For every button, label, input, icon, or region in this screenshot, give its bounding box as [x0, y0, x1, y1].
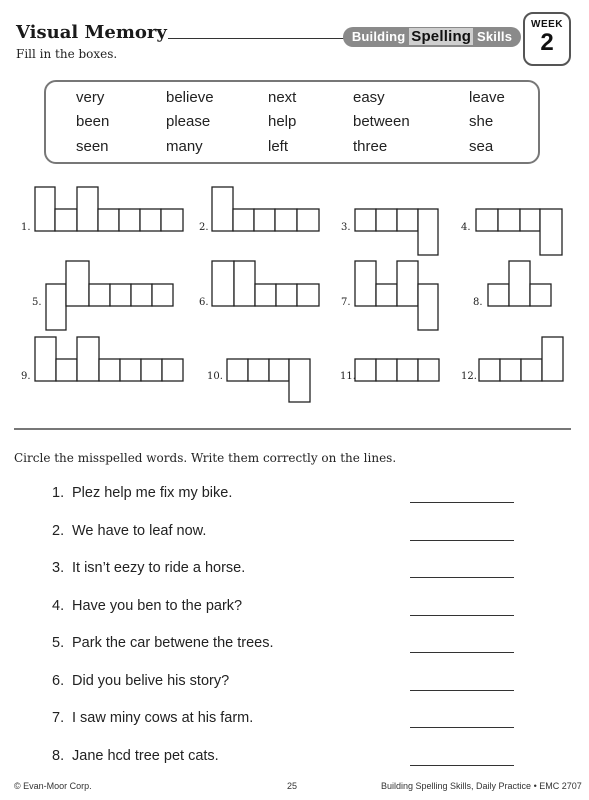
- word-bank-word: next: [268, 89, 297, 106]
- puzzle-label: 9.: [21, 371, 31, 382]
- sentence-text[interactable]: I saw miny cows at his farm.: [72, 710, 254, 726]
- sentence-row: [0, 673, 589, 695]
- letter-box[interactable]: [233, 209, 254, 231]
- letter-box[interactable]: [355, 261, 376, 306]
- letter-box[interactable]: [530, 284, 551, 306]
- letter-box[interactable]: [98, 209, 119, 231]
- footer-page-number: 25: [287, 781, 298, 791]
- answer-line[interactable]: [410, 690, 514, 691]
- letter-box-puzzles: [0, 180, 589, 415]
- sentence-text[interactable]: We have to leaf now.: [72, 523, 207, 539]
- word-bank-word: please: [166, 113, 211, 130]
- letter-box-puzzle-6: [212, 261, 319, 306]
- letter-box-puzzle-4: [476, 209, 562, 255]
- letter-box[interactable]: [275, 209, 297, 231]
- word-bank-word: believe: [166, 89, 214, 106]
- letter-box-puzzle-3: [355, 209, 438, 255]
- puzzle-label: 10.: [207, 371, 223, 382]
- word-bank-word: leave: [469, 89, 505, 106]
- letter-box[interactable]: [161, 209, 183, 231]
- letter-box[interactable]: [297, 284, 319, 306]
- letter-box[interactable]: [66, 261, 89, 306]
- section1-instruction: Fill in the boxes.: [16, 47, 118, 61]
- letter-box-puzzle-5: [46, 261, 173, 330]
- letter-box[interactable]: [498, 209, 520, 231]
- week-label: WEEK: [531, 19, 563, 30]
- puzzle-label: 1.: [21, 222, 31, 233]
- letter-box[interactable]: [120, 359, 141, 381]
- answer-line[interactable]: [410, 727, 514, 728]
- sentence-row: [0, 560, 589, 582]
- letter-box[interactable]: [77, 337, 99, 381]
- letter-box[interactable]: [162, 359, 183, 381]
- letter-box[interactable]: [110, 284, 131, 306]
- letter-box[interactable]: [131, 284, 152, 306]
- sentence-text[interactable]: Have you ben to the park?: [72, 598, 243, 614]
- letter-box-puzzle-2: [212, 187, 319, 231]
- week-badge: [523, 12, 571, 66]
- answer-line[interactable]: [410, 577, 514, 578]
- letter-box[interactable]: [55, 209, 77, 231]
- letter-box[interactable]: [140, 209, 161, 231]
- word-bank-word: very: [76, 89, 105, 106]
- letter-box[interactable]: [376, 359, 397, 381]
- sentence-number: 1.: [52, 485, 65, 501]
- sentence-number: 6.: [52, 673, 65, 689]
- letter-box[interactable]: [227, 359, 248, 381]
- letter-box[interactable]: [500, 359, 521, 381]
- sentence-number: 5.: [52, 635, 65, 651]
- word-bank-word: been: [76, 113, 110, 130]
- letter-box[interactable]: [212, 261, 234, 306]
- word-bank-word: many: [166, 138, 203, 155]
- sentence-number: 7.: [52, 710, 65, 726]
- series-banner: [343, 27, 521, 47]
- letter-box[interactable]: [269, 359, 289, 381]
- letter-box[interactable]: [509, 261, 530, 306]
- letter-box[interactable]: [56, 359, 77, 381]
- letter-box[interactable]: [418, 209, 438, 255]
- letter-box-puzzle-9: [35, 337, 183, 381]
- sentence-row: [0, 523, 589, 545]
- sentence-row: [0, 748, 589, 770]
- letter-box[interactable]: [418, 284, 438, 330]
- letter-box[interactable]: [254, 209, 275, 231]
- letter-box-puzzle-7: [355, 261, 438, 330]
- puzzle-label: 3.: [341, 222, 351, 233]
- footer-book-info: Building Spelling Skills, Daily Practice • EMC 2707: [381, 781, 582, 791]
- letter-box[interactable]: [35, 337, 56, 381]
- puzzle-label: 7.: [341, 297, 351, 308]
- letter-box[interactable]: [542, 337, 563, 381]
- sentence-text[interactable]: Jane hcd tree pet cats.: [72, 748, 219, 764]
- sentence-text[interactable]: Did you belive his story?: [72, 673, 230, 689]
- sentence-number: 3.: [52, 560, 65, 576]
- section2-instruction: Circle the misspelled words. Write them correctly on the lines.: [14, 451, 397, 465]
- puzzle-label: 6.: [199, 297, 209, 308]
- worksheet-title: Visual Memory: [16, 22, 167, 43]
- section-divider: [14, 428, 571, 430]
- word-bank-word: three: [353, 138, 388, 155]
- sentence-row: [0, 710, 589, 732]
- word-bank-word: between: [353, 113, 410, 130]
- word-bank-word: seen: [76, 138, 109, 155]
- letter-box[interactable]: [255, 284, 276, 306]
- word-bank-word: easy: [353, 89, 385, 106]
- sentence-row: [0, 635, 589, 657]
- letter-box[interactable]: [397, 359, 418, 381]
- answer-line[interactable]: [410, 765, 514, 766]
- letter-box[interactable]: [46, 284, 66, 330]
- sentence-text[interactable]: Plez help me fix my bike.: [72, 485, 233, 501]
- letter-box[interactable]: [289, 359, 310, 402]
- answer-line[interactable]: [410, 652, 514, 653]
- letter-box[interactable]: [488, 284, 509, 306]
- letter-box[interactable]: [520, 209, 540, 231]
- letter-box-puzzle-12: [479, 337, 563, 381]
- banner-text-highlight: Spelling: [411, 28, 472, 45]
- letter-box[interactable]: [521, 359, 542, 381]
- footer-copyright: © Evan-Moor Corp.: [14, 781, 92, 791]
- letter-box[interactable]: [276, 284, 297, 306]
- letter-box-puzzle-10: [227, 359, 310, 402]
- word-bank-word: help: [268, 113, 297, 130]
- word-bank-word: sea: [469, 138, 494, 155]
- letter-box[interactable]: [376, 284, 397, 306]
- puzzle-label: 8.: [473, 297, 483, 308]
- title-underline: [168, 38, 348, 39]
- letter-box[interactable]: [248, 359, 269, 381]
- letter-box[interactable]: [152, 284, 173, 306]
- week-number: 2: [540, 29, 554, 56]
- sentence-text[interactable]: It isn’t eezy to ride a horse.: [72, 560, 246, 576]
- letter-box[interactable]: [397, 261, 418, 306]
- letter-box[interactable]: [376, 209, 397, 231]
- letter-box[interactable]: [77, 187, 98, 231]
- answer-line[interactable]: [410, 502, 514, 503]
- puzzle-label: 4.: [461, 222, 471, 233]
- letter-box[interactable]: [212, 187, 233, 231]
- letter-box[interactable]: [234, 261, 255, 306]
- letter-box[interactable]: [89, 284, 110, 306]
- letter-box[interactable]: [355, 209, 376, 231]
- sentence-number: 8.: [52, 748, 65, 764]
- letter-box-puzzle-11: [355, 359, 439, 381]
- answer-line[interactable]: [410, 540, 514, 541]
- letter-box[interactable]: [479, 359, 500, 381]
- letter-box[interactable]: [476, 209, 498, 231]
- letter-box[interactable]: [397, 209, 418, 231]
- letter-box[interactable]: [540, 209, 562, 255]
- puzzle-label: 11.: [340, 371, 356, 382]
- word-bank-word: left: [268, 138, 289, 155]
- answer-line[interactable]: [410, 615, 514, 616]
- puzzle-label: 12.: [461, 371, 477, 382]
- banner-text-post: Skills: [473, 29, 513, 44]
- sentence-row: [0, 485, 589, 507]
- puzzle-label: 5.: [32, 297, 42, 308]
- letter-box[interactable]: [35, 187, 55, 231]
- banner-text-pre: Building: [351, 29, 410, 44]
- sentence-text[interactable]: Park the car betwene the trees.: [72, 635, 274, 651]
- letter-box[interactable]: [355, 359, 376, 381]
- letter-box[interactable]: [297, 209, 319, 231]
- letter-box-puzzle-1: [35, 187, 183, 231]
- letter-box[interactable]: [418, 359, 439, 381]
- sentence-row: [0, 598, 589, 620]
- sentence-number: 2.: [52, 523, 65, 539]
- letter-box[interactable]: [119, 209, 140, 231]
- word-bank-word: she: [469, 113, 494, 130]
- letter-box[interactable]: [99, 359, 120, 381]
- puzzle-label: 2.: [199, 222, 209, 233]
- letter-box-puzzle-8: [488, 261, 551, 306]
- letter-box[interactable]: [141, 359, 162, 381]
- sentence-number: 4.: [52, 598, 65, 614]
